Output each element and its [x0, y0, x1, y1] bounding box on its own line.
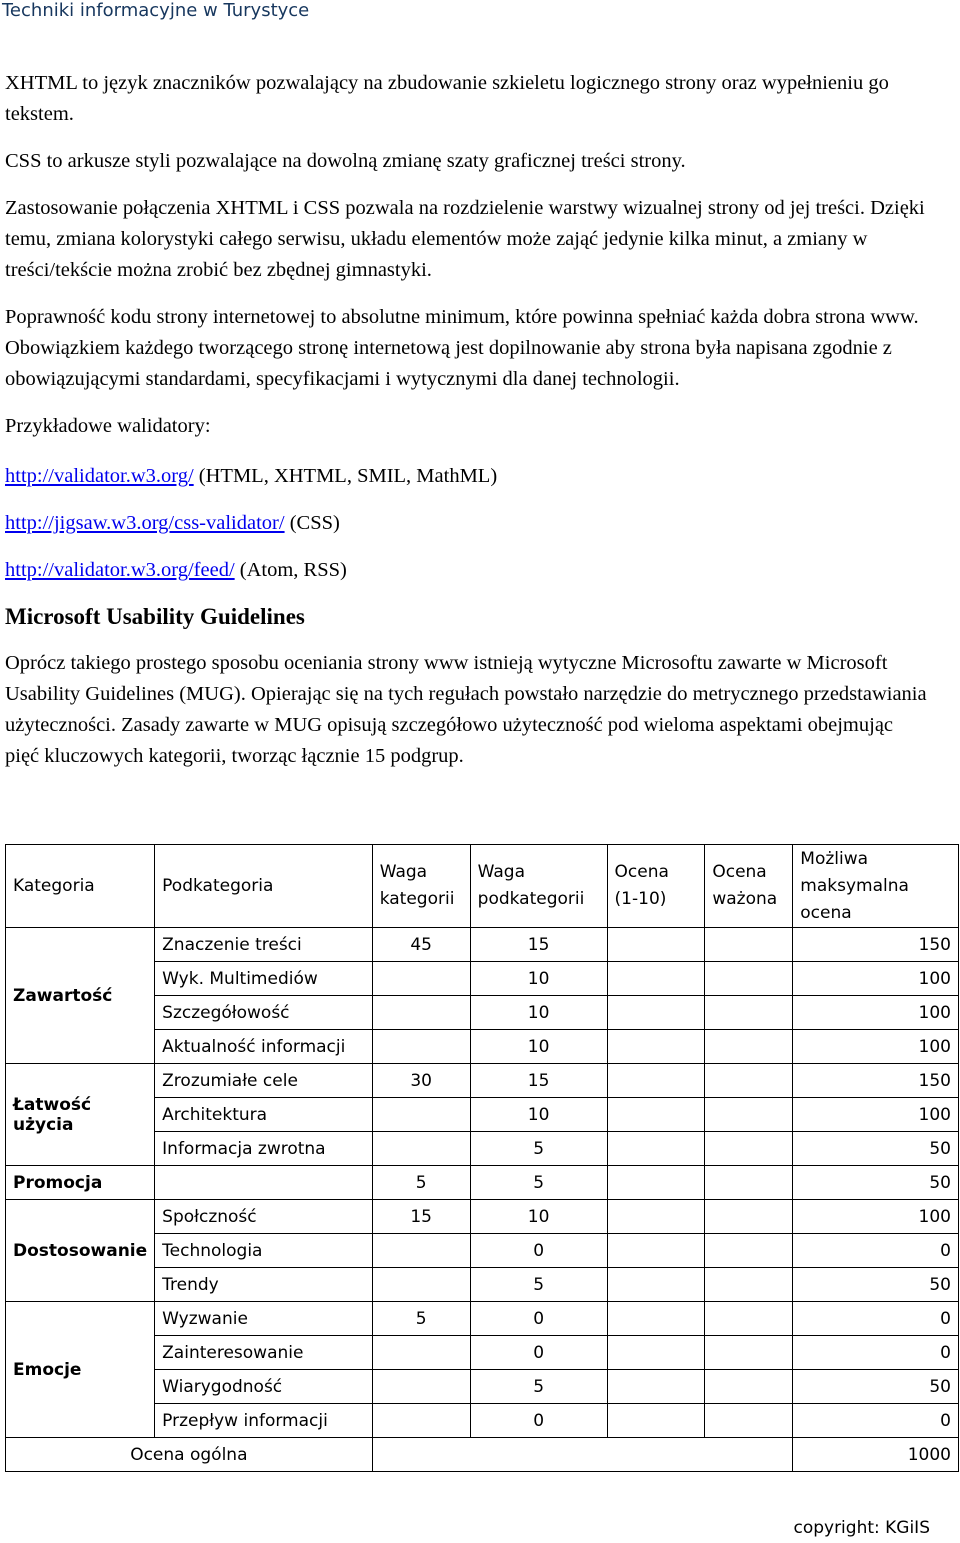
max-score: 50 [793, 1268, 959, 1302]
weighted-score [705, 1098, 793, 1132]
score [607, 1370, 705, 1404]
weighted-score [705, 962, 793, 996]
weighted-score [705, 1166, 793, 1200]
validator-link-css[interactable]: http://jigsaw.w3.org/css-validator/ [5, 512, 285, 534]
header-mozliwa-ocena: Możliwa maksymalna ocena [793, 845, 959, 928]
max-score: 0 [793, 1302, 959, 1336]
validator-line [5, 555, 930, 586]
weighted-score [705, 1370, 793, 1404]
category-weight [372, 996, 470, 1030]
weighted-score [705, 1336, 793, 1370]
table-total-row [6, 1438, 959, 1472]
category-weight [372, 1234, 470, 1268]
max-score: 100 [793, 996, 959, 1030]
paragraph-validity: Poprawność kodu strony internetowej to absolutne minimum, które powinna spełniać każda dobra strona www. Obowiązkiem każdego tworzącego stronę internetową jest dopilnowanie aby strona była napisana zgodnie z obowiązującymi standardami, specyfikacjami i wytycznymi dla danej technologii. [5, 306, 919, 390]
category-weight: 5 [372, 1302, 470, 1336]
category-weight [372, 1098, 470, 1132]
weighted-score [705, 1132, 793, 1166]
weighted-score [705, 996, 793, 1030]
max-score: 100 [793, 1098, 959, 1132]
max-score: 50 [793, 1370, 959, 1404]
weighted-score [705, 1200, 793, 1234]
category-weight [372, 962, 470, 996]
copyright: copyright: KGiIS [793, 1518, 930, 1538]
category-weight: 5 [372, 1166, 470, 1200]
subcategory-weight: 10 [470, 1098, 607, 1132]
score [607, 1064, 705, 1098]
header-waga-kategorii: Waga kategorii [372, 845, 470, 928]
section-heading: Microsoft Usability Guidelines [5, 604, 305, 629]
subcategory: Zainteresowanie [155, 1336, 373, 1370]
subcategory: Informacja zwrotna [155, 1132, 373, 1166]
category-weight: 45 [372, 928, 470, 962]
subcategory-weight: 10 [470, 1200, 607, 1234]
validator-line [5, 461, 930, 492]
max-score: 50 [793, 1132, 959, 1166]
subcategory-weight: 0 [470, 1302, 607, 1336]
subcategory: Aktualność informacji [155, 1030, 373, 1064]
subcategory-weight: 10 [470, 1030, 607, 1064]
max-score: 100 [793, 1030, 959, 1064]
paragraph-xhtml: XHTML to język znaczników pozwalający na zbudowanie szkieletu logicznego strony oraz wypełnieniu go tekstem. [5, 72, 889, 125]
validator-desc: (CSS) [289, 512, 340, 534]
score [607, 1166, 705, 1200]
max-score: 0 [793, 1336, 959, 1370]
section-body: Oprócz takiego prostego sposobu oceniania strony www istnieją wytyczne Microsoftu zawarte w Microsoft Usability Guidelines (MUG). Opierając się na tych regułach powstało narzędzie do metrycznego przedstawiania użyteczności. Zasady zawarte w MUG opisują szczegółowo użyteczność pod wieloma aspektami obejmując pięć kluczowych kategorii, tworząc łącznie 15 podgrup. [5, 652, 927, 767]
subcategory-weight: 0 [470, 1336, 607, 1370]
subcategory: Szczegółowość [155, 996, 373, 1030]
subcategory: Architektura [155, 1098, 373, 1132]
subcategory-weight: 15 [470, 928, 607, 962]
max-score: 0 [793, 1234, 959, 1268]
score [607, 1404, 705, 1438]
max-score: 150 [793, 1064, 959, 1098]
category-promocja: Promocja [6, 1166, 155, 1200]
validator-desc: (HTML, XHTML, SMIL, MathML) [198, 465, 498, 487]
paragraph-combination: Zastosowanie połączenia XHTML i CSS pozwala na rozdzielenie warstwy wizualnej strony od jej treści. Dzięki temu, zmiana kolorystyki całego serwisu, układu elementów może zająć jedynie kilka minut, a zmiany w treści/tekście można zrobić bez zbędnej gimnastyki. [5, 197, 925, 281]
max-score: 100 [793, 1200, 959, 1234]
score [607, 1234, 705, 1268]
score [607, 1336, 705, 1370]
weighted-score [705, 1030, 793, 1064]
category-weight [372, 1132, 470, 1166]
category-weight [372, 1268, 470, 1302]
usability-table [5, 844, 959, 1472]
subcategory-weight: 5 [470, 1166, 607, 1200]
score [607, 1268, 705, 1302]
subcategory [155, 1166, 373, 1200]
weighted-score [705, 1064, 793, 1098]
weighted-score [705, 928, 793, 962]
score [607, 1200, 705, 1234]
table-row [6, 1166, 959, 1200]
weighted-score [705, 1234, 793, 1268]
score [607, 1302, 705, 1336]
category-weight: 15 [372, 1200, 470, 1234]
header-ocena-wazona: Ocena ważona [705, 845, 793, 928]
subcategory-weight: 5 [470, 1132, 607, 1166]
subcategory-weight: 10 [470, 996, 607, 1030]
category-weight [372, 1030, 470, 1064]
subcategory: Społczność [155, 1200, 373, 1234]
subcategory: Trendy [155, 1268, 373, 1302]
weighted-score [705, 1302, 793, 1336]
max-score: 0 [793, 1404, 959, 1438]
subcategory-weight: 15 [470, 1064, 607, 1098]
header-waga-podkategorii: Waga podkategorii [470, 845, 607, 928]
paragraph-css: CSS to arkusze styli pozwalające na dowolną zmianę szaty graficznej treści strony. [5, 150, 686, 172]
table-row [6, 1064, 959, 1098]
subcategory: Wiarygodność [155, 1370, 373, 1404]
subcategory: Znaczenie treści [155, 928, 373, 962]
subcategory: Wyzwanie [155, 1302, 373, 1336]
max-score: 150 [793, 928, 959, 962]
subcategory-weight: 5 [470, 1268, 607, 1302]
subcategory-weight: 0 [470, 1404, 607, 1438]
table-header-row [6, 845, 959, 928]
score [607, 1030, 705, 1064]
category-weight [372, 1404, 470, 1438]
header-podkategoria: Podkategoria [155, 845, 373, 928]
subcategory: Technologia [155, 1234, 373, 1268]
validator-link-feed[interactable]: http://validator.w3.org/feed/ [5, 559, 235, 581]
table-row [6, 1302, 959, 1336]
total-empty [372, 1438, 793, 1472]
max-score: 100 [793, 962, 959, 996]
score [607, 1132, 705, 1166]
header-kategoria: Kategoria [6, 845, 155, 928]
score [607, 928, 705, 962]
category-dostosowanie: Dostosowanie [6, 1200, 155, 1302]
subcategory: Wyk. Multimediów [155, 962, 373, 996]
score [607, 996, 705, 1030]
score [607, 1098, 705, 1132]
category-zawartosc: Zawartość [6, 928, 155, 1064]
subcategory: Zrozumiałe cele [155, 1064, 373, 1098]
category-weight [372, 1336, 470, 1370]
category-weight [372, 1370, 470, 1404]
subcategory: Przepływ informacji [155, 1404, 373, 1438]
subcategory-weight: 10 [470, 962, 607, 996]
subcategory-weight: 5 [470, 1370, 607, 1404]
weighted-score [705, 1404, 793, 1438]
validator-link-html[interactable]: http://validator.w3.org/ [5, 465, 194, 487]
document-body [5, 68, 930, 772]
category-emocje: Emocje [6, 1302, 155, 1438]
total-max-score: 1000 [793, 1438, 959, 1472]
subcategory-weight: 0 [470, 1234, 607, 1268]
total-label: Ocena ogólna [6, 1438, 373, 1472]
score [607, 962, 705, 996]
table-row [6, 928, 959, 962]
category-weight: 30 [372, 1064, 470, 1098]
validator-desc: (Atom, RSS) [239, 559, 347, 581]
page-header: Techniki informacyjne w Turystyce [2, 0, 310, 21]
table-row [6, 1200, 959, 1234]
category-latwosc-uzycia: Łatwość użycia [6, 1064, 155, 1166]
max-score: 50 [793, 1166, 959, 1200]
paragraph-validators-intro: Przykładowe walidatory: [5, 415, 211, 437]
header-ocena: Ocena (1-10) [607, 845, 705, 928]
weighted-score [705, 1268, 793, 1302]
validator-line [5, 508, 930, 539]
